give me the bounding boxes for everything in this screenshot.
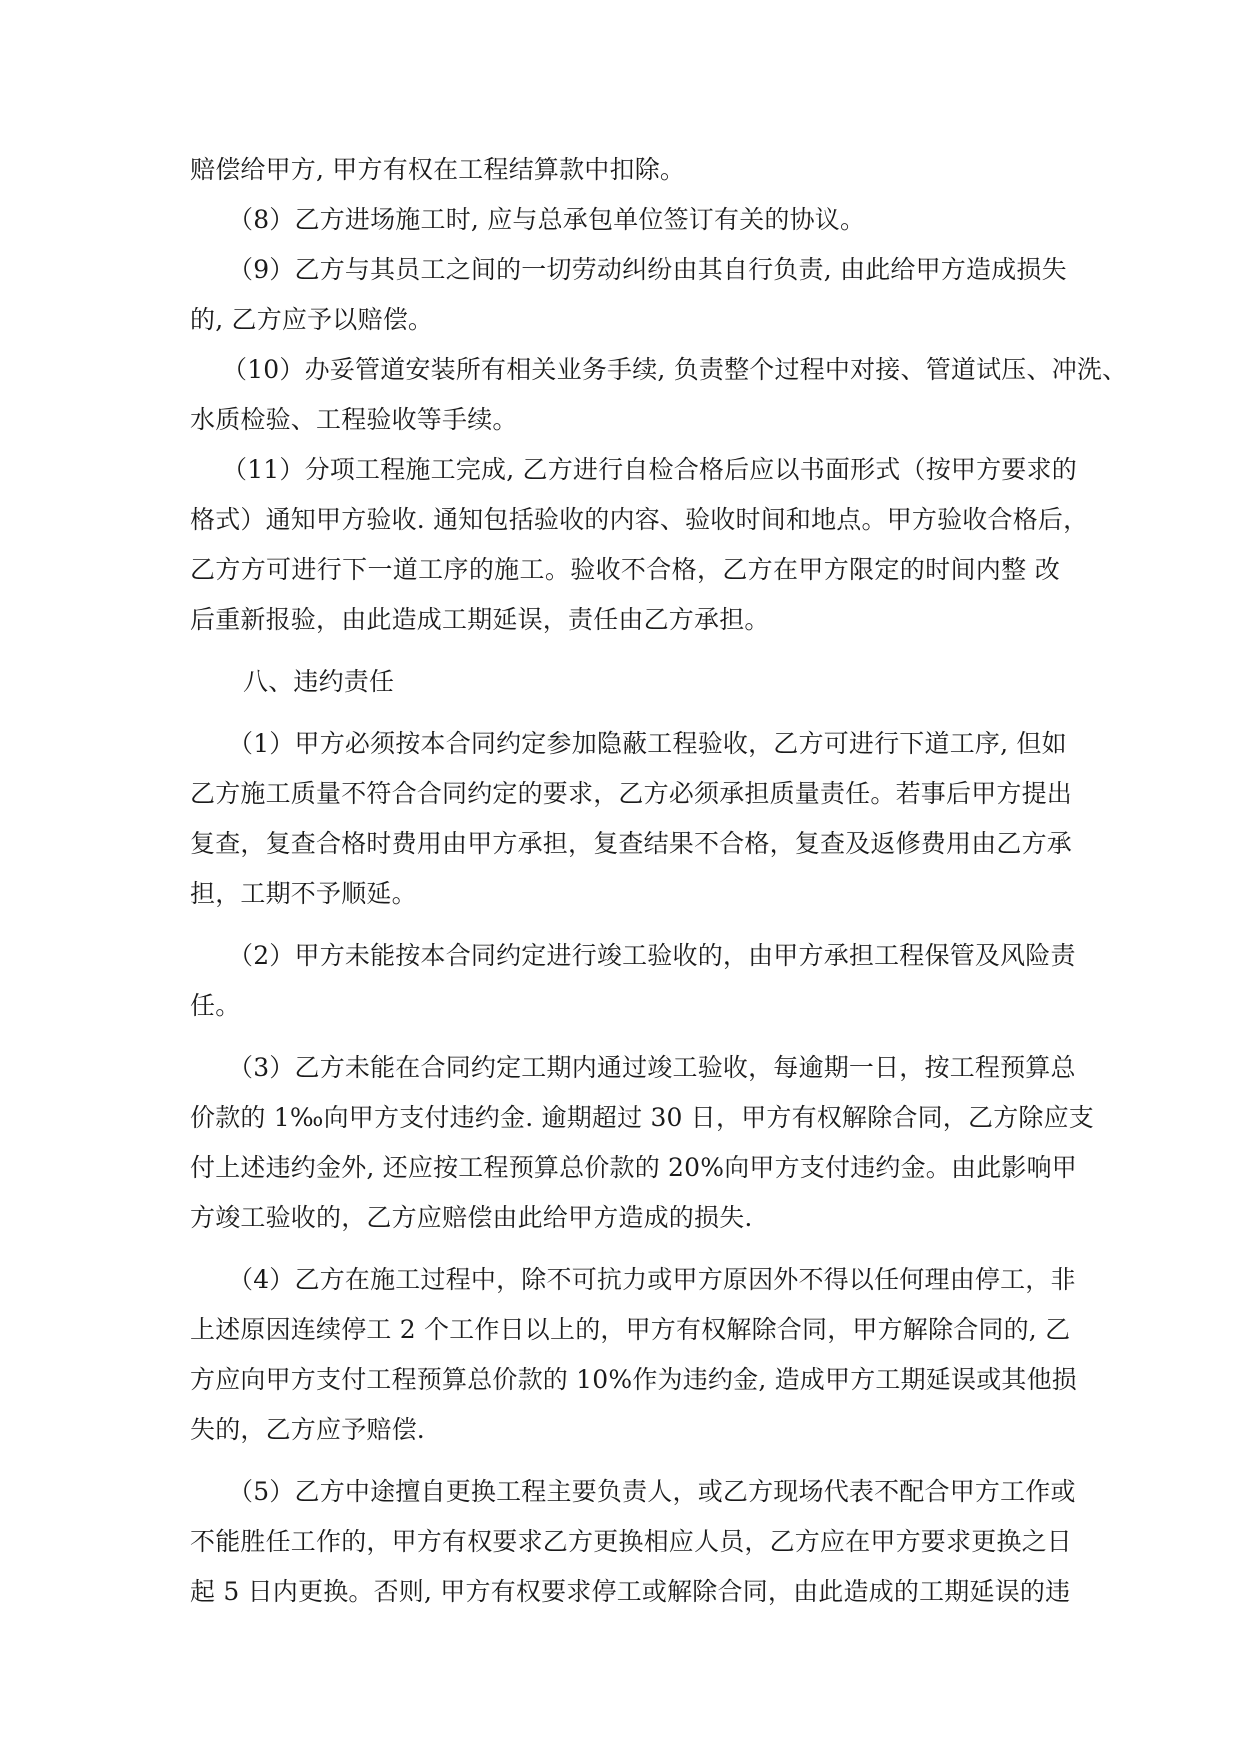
text-line: 赔偿给甲方, 甲方有权在工程结算款中扣除。 — [190, 155, 686, 184]
text-line: （8）乙方进场施工时, 应与总承包单位签订有关的协议。 — [228, 205, 866, 234]
text-line: 起 5 日内更换。否则, 甲方有权要求停工或解除合同，由此造成的工期延误的违 — [190, 1577, 1071, 1606]
text-line: 不能胜任工作的，甲方有权要求乙方更换相应人员，乙方应在甲方要求更换之日 — [190, 1527, 1073, 1556]
text-line: 方竣工验收的，乙方应赔偿由此给甲方造成的损失. — [190, 1203, 753, 1232]
text-line: （9）乙方与其员工之间的一切劳动纠纷由其自行负责, 由此给甲方造成损失 — [228, 255, 1067, 284]
text-line: 的, 乙方应予以赔偿。 — [190, 305, 434, 334]
text-line: 上述原因连续停工 2 个工作日以上的，甲方有权解除合同，甲方解除合同的, 乙 — [190, 1315, 1071, 1344]
text-line: 方应向甲方支付工程预算总价款的 10%作为违约金, 造成甲方工期延误或其他损 — [190, 1365, 1078, 1394]
text-line: （11）分项工程施工完成, 乙方进行自检合格后应以书面形式（按甲方要求的 — [222, 455, 1077, 484]
text-line: （4）乙方在施工过程中，除不可抗力或甲方原因外不得以任何理由停工，非 — [228, 1265, 1076, 1294]
text-line: （3）乙方未能在合同约定工期内通过竣工验收，每逾期一日，按工程预算总 — [228, 1053, 1076, 1082]
text-line: 失的，乙方应予赔偿. — [190, 1415, 425, 1444]
text-line: 担，工期不予顺延。 — [190, 879, 417, 908]
text-line: 价款的 1‰向甲方支付违约金. 逾期超过 30 日，甲方有权解除合同，乙方除应支 — [190, 1103, 1094, 1132]
text-line: （2）甲方未能按本合同约定进行竣工验收的，由甲方承担工程保管及风险责 — [228, 941, 1076, 970]
text-line: 后重新报验，由此造成工期延误，责任由乙方承担。 — [190, 605, 770, 634]
text-line: 任。 — [190, 991, 241, 1020]
text-line: （1）甲方必须按本合同约定参加隐蔽工程验收，乙方可进行下道工序, 但如 — [228, 729, 1067, 758]
text-line: 乙方方可进行下一道工序的施工。验收不合格，乙方在甲方限定的时间内整 改 — [190, 555, 1060, 584]
section-heading: 八、违约责任 — [243, 667, 395, 696]
text-line: （5）乙方中途擅自更换工程主要负责人，或乙方现场代表不配合甲方工作或 — [228, 1477, 1076, 1506]
text-line: 付上述违约金外, 还应按工程预算总价款的 20%向甲方支付违约金。由此影响甲 — [190, 1153, 1078, 1182]
text-line: 格式）通知甲方验收. 通知包括验收的内容、验收时间和地点。甲方验收合格后， — [190, 505, 1089, 534]
text-line: （10）办妥管道安装所有相关业务手续, 负责整个过程中对接、管道试压、冲洗、 — [222, 355, 1128, 384]
text-line: 水质检验、工程验收等手续。 — [190, 405, 518, 434]
text-line: 复查，复查合格时费用由甲方承担，复查结果不合格，复查及返修费用由乙方承 — [190, 829, 1073, 858]
text-line: 乙方施工质量不符合合同约定的要求，乙方必须承担质量责任。若事后甲方提出 — [190, 779, 1073, 808]
